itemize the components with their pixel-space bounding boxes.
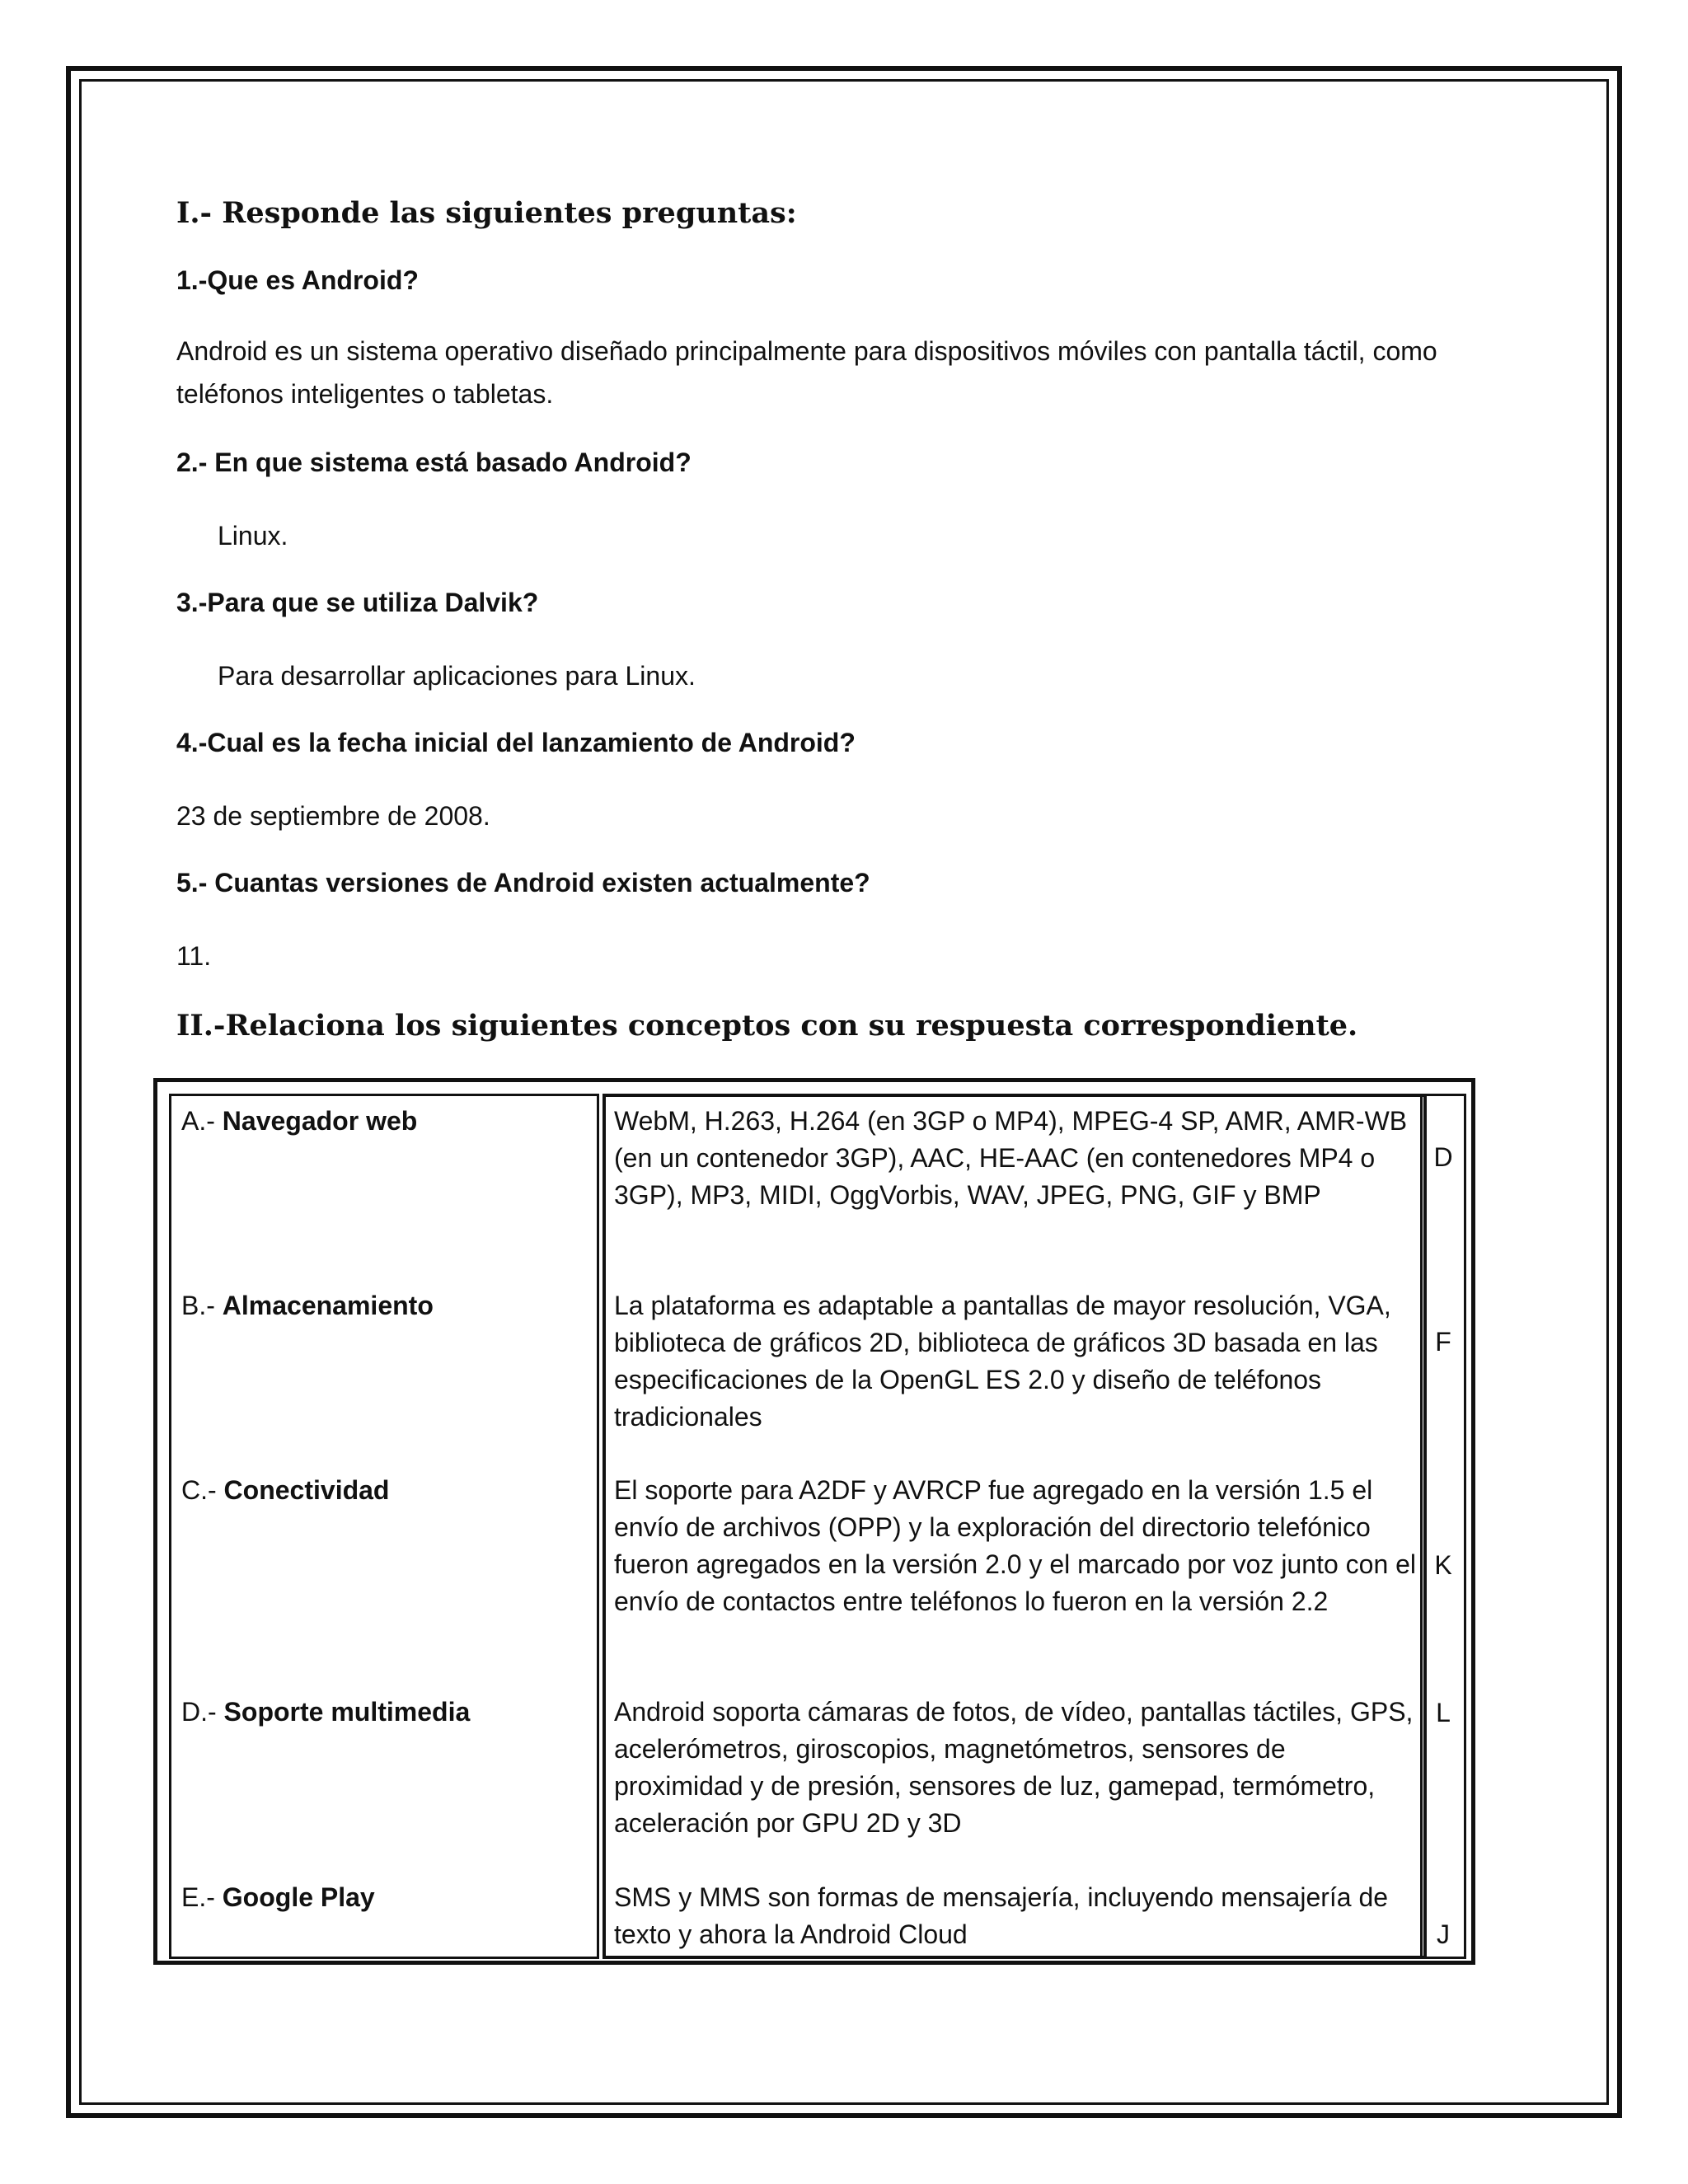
- concept-prefix: E.-: [181, 1882, 215, 1912]
- concept-prefix: D.-: [181, 1697, 217, 1727]
- description-text: El soporte para A2DF y AVRCP fue agregado en la versión 1.5 el envío de archivos (OPP) y la exploración del directorio telefónico fueron agregados en la versión 2.0 y el marcado por voz junto con el envío de contactos entre teléfonos lo fueron en la versión 2.2: [614, 1475, 1417, 1616]
- concept-label: Almacenamiento: [222, 1291, 434, 1320]
- answer-2: Linux.: [218, 521, 288, 551]
- matching-table: [153, 1078, 1475, 1965]
- concept-label: Navegador web: [222, 1106, 418, 1136]
- answer-1: Android es un sistema operativo diseñado principalmente para dispositivos móviles con pantalla táctil, como teléfonos inteligentes o tabletas.: [176, 336, 1437, 409]
- concept-label: Conectividad: [223, 1475, 390, 1505]
- concept-row: [181, 1879, 375, 1916]
- section-1-title: I.- Responde las siguientes preguntas:: [176, 196, 797, 230]
- answer-letter: K: [1434, 1550, 1452, 1580]
- descriptions-column: [603, 1094, 1427, 1959]
- concept-row: [181, 1694, 470, 1731]
- concept-label: Google Play: [222, 1882, 375, 1912]
- answer-letter: J: [1437, 1919, 1450, 1949]
- concept-row: [181, 1103, 417, 1140]
- question-3: 3.-Para que se utiliza Dalvik?: [176, 588, 539, 617]
- question-1: 1.-Que es Android?: [176, 265, 419, 295]
- description-text: WebM, H.263, H.264 (en 3GP o MP4), MPEG-4 SP, AMR, AMR-WB (en un contenedor 3GP), AAC, HE-AAC (en contenedores MP4 o 3GP), MP3, MIDI, OggVorbis, WAV, JPEG, PNG, GIF y BMP: [614, 1106, 1408, 1210]
- concept-prefix: A.-: [181, 1106, 215, 1136]
- description-text: La plataforma es adaptable a pantallas de mayor resolución, VGA, biblioteca de gráficos 2D, biblioteca de gráficos 3D basada en las especificaciones de la OpenGL ES 2.0 y diseño de teléfonos tradicionales: [614, 1291, 1391, 1432]
- concept-prefix: C.-: [181, 1475, 217, 1505]
- concept-row: [181, 1287, 434, 1324]
- answer-5: 11.: [176, 941, 212, 971]
- concept-prefix: B.-: [181, 1291, 215, 1320]
- question-2: 2.- En que sistema está basado Android?: [176, 448, 692, 477]
- section-2-title: II.-Relaciona los siguientes conceptos con su respuesta correspondiente.: [176, 1009, 1358, 1043]
- answer-letter: D: [1433, 1142, 1453, 1172]
- answer-letter: F: [1435, 1327, 1451, 1357]
- description-text: SMS y MMS son formas de mensajería, incluyendo mensajería de texto y ahora la Android Cloud: [614, 1882, 1389, 1949]
- concept-row: [181, 1472, 389, 1509]
- concept-label: Soporte multimedia: [223, 1697, 471, 1727]
- answer-4: 23 de septiembre de 2008.: [176, 801, 490, 831]
- description-text: Android soporta cámaras de fotos, de vídeo, pantallas táctiles, GPS, acelerómetros, giroscopios, magnetómetros, sensores de proximidad y de presión, sensores de luz, gamepad, termómetro, aceleración por GPU 2D y 3D: [614, 1697, 1414, 1838]
- answer-letter: L: [1436, 1698, 1451, 1727]
- question-4: 4.-Cual es la fecha inicial del lanzamiento de Android?: [176, 728, 856, 757]
- answers-column: [1420, 1094, 1466, 1959]
- concepts-column: [169, 1094, 599, 1959]
- question-5: 5.- Cuantas versiones de Android existen actualmente?: [176, 868, 870, 898]
- answer-3: Para desarrollar aplicaciones para Linux.: [218, 661, 696, 691]
